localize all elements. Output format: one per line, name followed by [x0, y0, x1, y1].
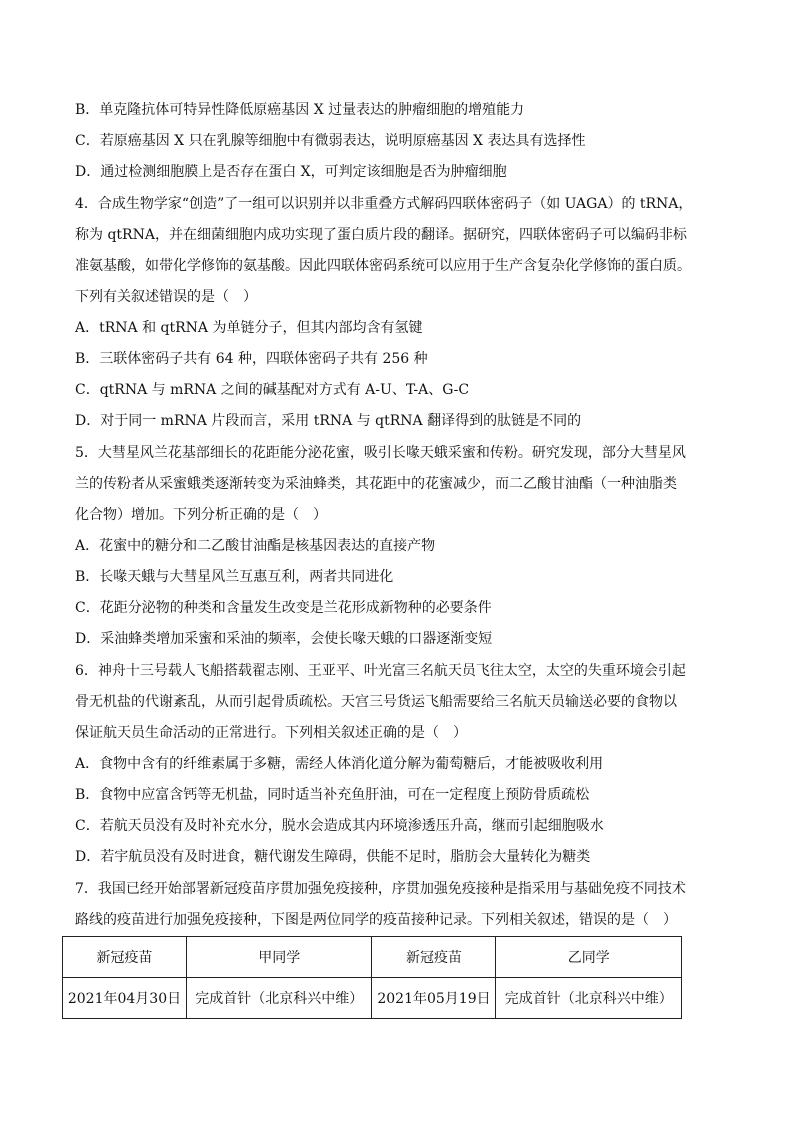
option-5d: D．采油蜂类增加采蜜和采油的频率，会使长喙天蛾的口器逐渐变短 [75, 631, 493, 647]
option-4c: C．qtRNA 与 mRNA 之间的碱基配对方式有 A-U、T-A、G-C [75, 382, 470, 398]
table-header-row [63, 937, 682, 978]
option-6d: D．若宇航员没有及时进食，糖代谢发生障碍，供能不足时，脂肪会大量转化为糖类 [75, 849, 591, 865]
question-7-line-1: 7．我国已经开始部署新冠疫苗序贯加强免疫接种，序贯加强免疫接种是指采用与基础免疫不同技术 [75, 881, 686, 897]
table-header-cell: 新冠疫苗 [63, 937, 187, 978]
question-4-line-3: 准氨基酸，如带化学修饰的氨基酸。因此四联体密码系统可以应用于生产含复杂化学修饰的蛋白质。 [75, 258, 691, 274]
question-5-line-2: 兰的传粉者从采蜜蛾类逐渐转变为采油蜂类，其花距中的花蜜减少，而二乙酸甘油酯（一种油脂类 [75, 476, 677, 492]
option-6b: B．食物中应富含钙等无机盐，同时适当补充鱼肝油，可在一定程度上预防骨质疏松 [75, 787, 590, 803]
option-4a: A．tRNA 和 qtRNA 为单链分子，但其内部均含有氢键 [75, 320, 423, 336]
question-6-line-3: 保证航天员生命活动的正常进行。下列相关叙述正确的是（ ） [75, 725, 467, 741]
option-6a: A．食物中含有的纤维素属于多糖，需经人体消化道分解为葡萄糖后，才能被吸收利用 [75, 756, 604, 772]
option-6c: C．若航天员没有及时补充水分，脱水会造成其内环境渗透压升高，继而引起细胞吸水 [75, 818, 604, 834]
option-3d: D．通过检测细胞膜上是否存在蛋白 X，可判定该细胞是否为肿瘤细胞 [75, 164, 507, 180]
question-7-line-2: 路线的疫苗进行加强免疫接种，下图是两位同学的疫苗接种记录。下列相关叙述，错误的是（ ） [75, 912, 677, 928]
table-cell: 完成首针（北京科兴中维） [187, 978, 372, 1019]
table-header-cell: 乙同学 [496, 937, 682, 978]
table-header-cell: 新冠疫苗 [372, 937, 496, 978]
option-5a: A．花蜜中的糖分和二乙酸甘油酯是核基因表达的直接产物 [75, 538, 436, 554]
table-cell: 2021年05月19日 [372, 978, 496, 1019]
question-5-line-1: 5．大彗星风兰花基部细长的花距能分泌花蜜，吸引长喙天蛾采蜜和传粉。研究发现，部分大彗星风 [75, 445, 686, 461]
option-4b: B．三联体密码子共有 64 种，四联体密码子共有 256 种 [75, 351, 428, 367]
table-header-cell: 甲同学 [187, 937, 372, 978]
option-4d: D．对于同一 mRNA 片段而言，采用 tRNA 与 qtRNA 翻译得到的肽链是不同的 [75, 413, 582, 429]
table-cell: 完成首针（北京科兴中维） [496, 978, 682, 1019]
table-cell: 2021年04月30日 [63, 978, 187, 1019]
question-4-line-2: 称为 qtRNA，并在细菌细胞内成功实现了蛋白质片段的翻译。据研究，四联体密码子可以编码非标 [75, 227, 687, 243]
vaccination-table [62, 936, 682, 1019]
question-4-line-4: 下列有关叙述错误的是（ ） [75, 289, 257, 305]
question-5-line-3: 化合物）增加。下列分析正确的是（ ） [75, 507, 327, 523]
question-6-line-2: 骨无机盐的代谢紊乱，从而引起骨质疏松。天宫三号货运飞船需要给三名航天员输送必要的食物以 [75, 694, 677, 710]
table-row [63, 978, 682, 1019]
question-4-line-1: 4．合成生物学家“创造”了一组可以识别并以非重叠方式解码四联体密码子（如 UAGA）的 tRNA， [75, 196, 693, 212]
option-3b: B．单克隆抗体可特异性降低原癌基因 X 过量表达的肿瘤细胞的增殖能力 [75, 102, 525, 118]
question-6-line-1: 6．神舟十三号载人飞船搭载翟志刚、王亚平、叶光富三名航天员飞往太空，太空的失重环境会引起 [75, 663, 686, 679]
option-5b: B．长喙天蛾与大彗星风兰互惠互利，两者共同进化 [75, 569, 394, 585]
option-5c: C．花距分泌物的种类和含量发生改变是兰花形成新物种的必要条件 [75, 600, 492, 616]
option-3c: C．若原癌基因 X 只在乳腺等细胞中有微弱表达，说明原癌基因 X 表达具有选择性 [75, 133, 586, 149]
